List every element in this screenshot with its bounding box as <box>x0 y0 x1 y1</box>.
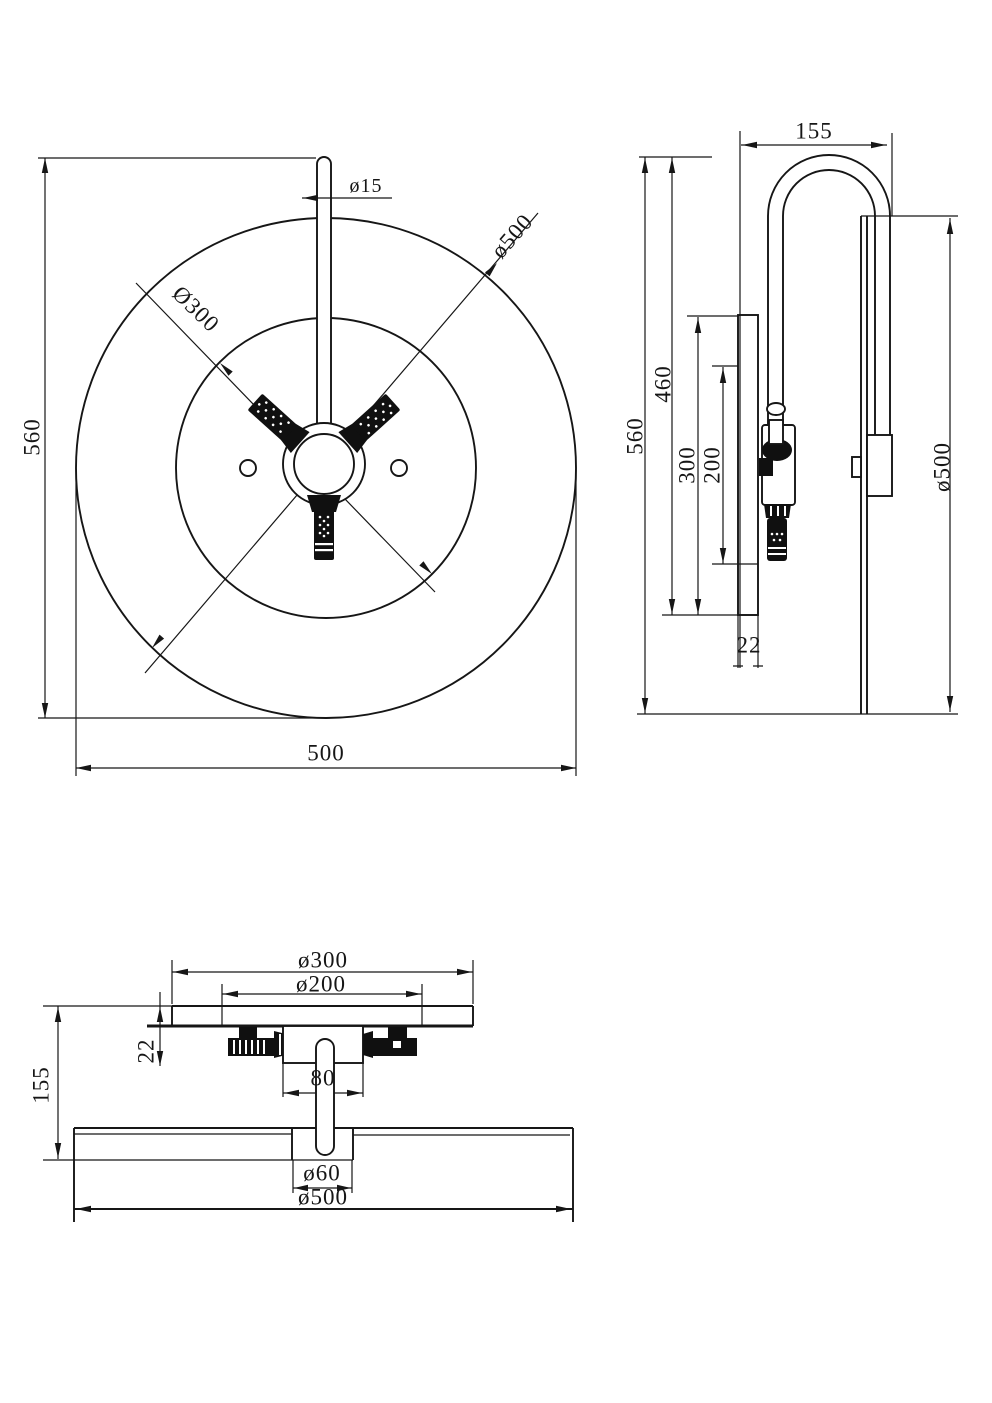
dim-top-overall-height: 155 <box>28 1066 54 1104</box>
top-drop-tube <box>316 1039 334 1155</box>
top-right-nut <box>363 1031 373 1058</box>
dim-front-tube-diameter: ø15 <box>349 175 383 197</box>
dim-side-disc-diameter: ø500 <box>929 442 955 492</box>
dim-front-inner-circle: Ø300 <box>167 280 225 338</box>
dim-front-total-height: 560 <box>19 418 45 456</box>
side-tube-stub <box>769 420 783 444</box>
dim-front-outer-circle: ø500 <box>486 208 538 264</box>
dim-top-hub-diameter: ø60 <box>303 1160 341 1186</box>
dim-top-plate-diameter: ø300 <box>298 947 348 973</box>
front-hose-connector <box>307 495 341 560</box>
side-sensor-tab <box>852 457 861 477</box>
dim-side-drop: 460 <box>650 365 676 403</box>
front-hole-left <box>240 460 256 476</box>
dim-front-width: 500 <box>307 740 345 766</box>
dim-top-body-width: 80 <box>310 1065 336 1091</box>
side-ring <box>767 403 785 415</box>
dim-top-pitch-diameter: ø200 <box>296 971 346 997</box>
dim-side-spout-offset: 155 <box>795 118 833 144</box>
dim-side-plate-height: 300 <box>674 446 700 484</box>
front-hole-right <box>391 460 407 476</box>
top-plate-sides <box>172 1006 473 1026</box>
dim-top-disc-diameter: ø500 <box>298 1184 348 1210</box>
side-side-port <box>759 458 773 476</box>
dim-side-pitch: 200 <box>699 446 725 484</box>
dim-side-plate-thickness: 22 <box>736 632 762 658</box>
side-wall-box <box>867 435 892 496</box>
side-plate-edge <box>738 315 758 615</box>
top-left-tab <box>239 1027 257 1039</box>
dim-top-plate-thickness: 22 <box>133 1038 159 1064</box>
top-right-tab <box>388 1027 407 1039</box>
dim-side-total-height: 560 <box>622 417 648 455</box>
side-view <box>637 131 958 714</box>
